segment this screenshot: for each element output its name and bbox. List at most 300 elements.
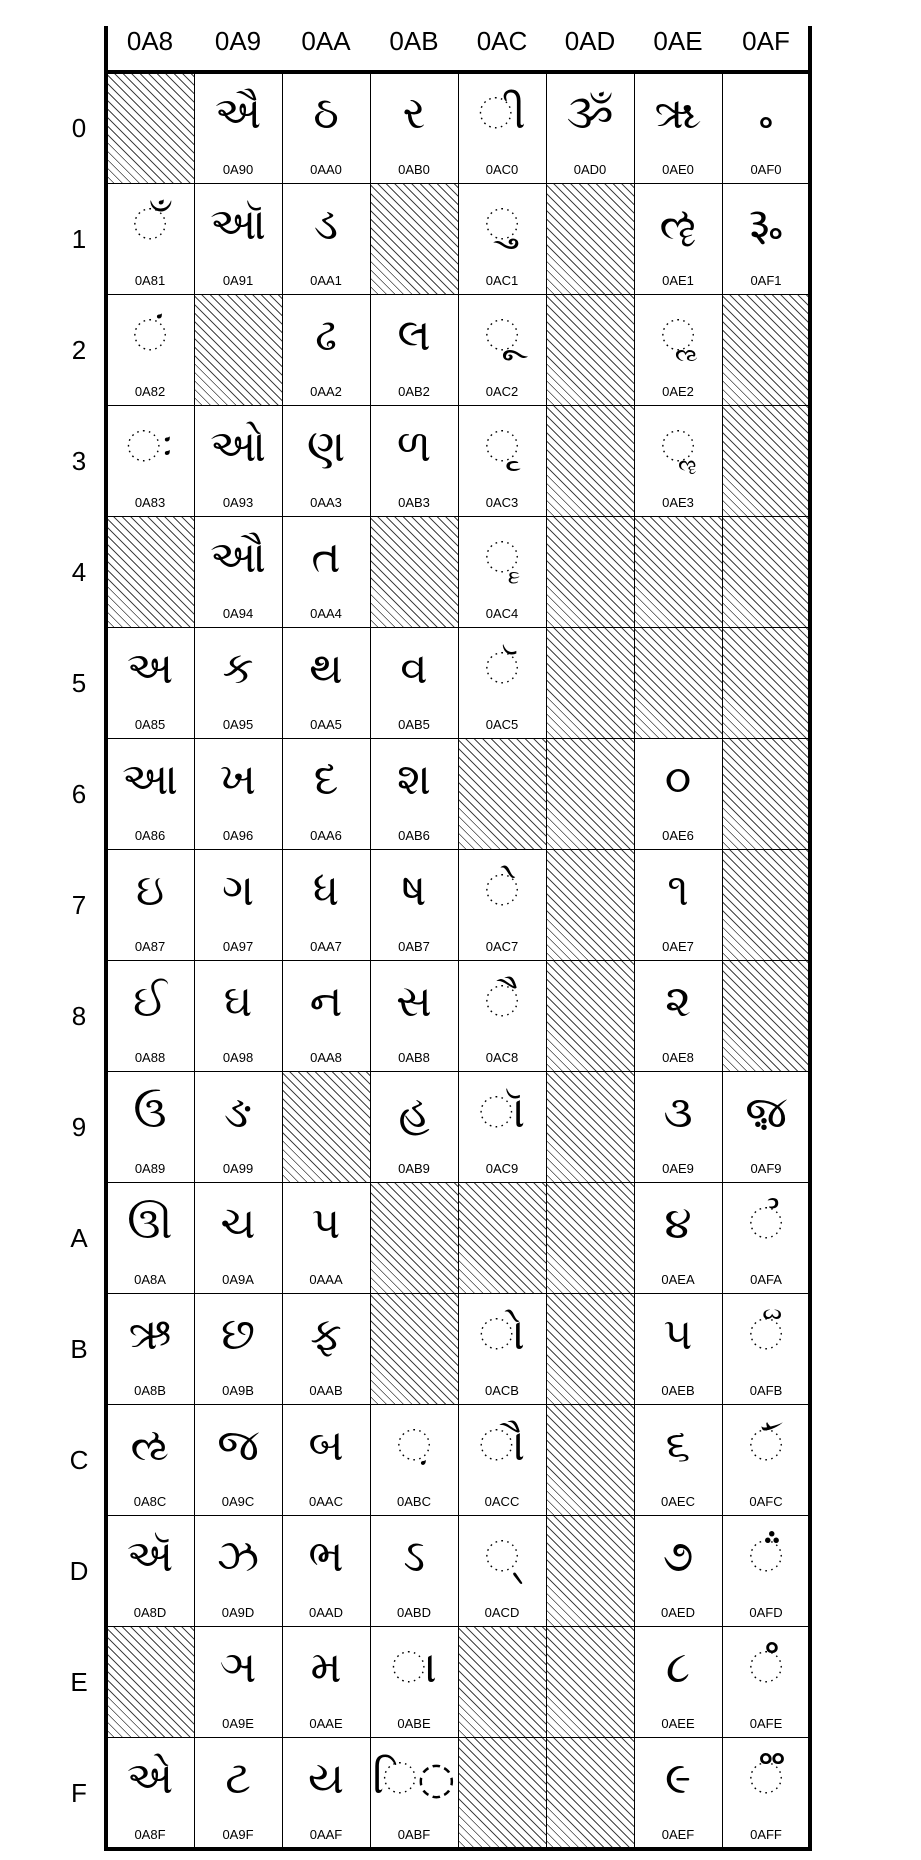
row-header: 9 [71, 1111, 87, 1142]
grid-line [282, 72, 283, 1848]
character-glyph: ગ [221, 865, 255, 916]
unassigned-cell [458, 1737, 546, 1848]
column-header: 0AF [742, 26, 790, 56]
character-glyph: ૱ [748, 199, 784, 250]
code-point-label: 0AC4 [485, 606, 519, 621]
unassigned-cell [722, 849, 810, 960]
unassigned-cell [546, 960, 634, 1071]
row-header: 2 [71, 334, 87, 365]
unassigned-cell [546, 1293, 634, 1404]
unassigned-cell [722, 516, 810, 627]
character-cell [370, 849, 458, 960]
character-cell [634, 183, 722, 294]
character-glyph: ચ [220, 1198, 256, 1249]
unassigned-cell [546, 1071, 634, 1182]
character-cell [634, 72, 722, 183]
code-point-label: 0A88 [134, 1050, 166, 1065]
character-cell [458, 1293, 546, 1404]
character-cell [458, 1515, 546, 1626]
row-header: 1 [71, 223, 87, 254]
code-point-label: 0AA0 [310, 162, 342, 177]
column-header: 0AD [564, 26, 616, 56]
character-glyph: ૡ [659, 199, 697, 250]
character-cell [722, 183, 810, 294]
code-point-label: 0AD0 [573, 162, 607, 177]
character-cell [370, 1404, 458, 1515]
character-glyph: ઓ [210, 421, 266, 472]
character-glyph: ૯ [664, 1753, 692, 1804]
character-glyph: ◌ૄ [484, 532, 520, 583]
column-header: 0A8 [126, 26, 174, 56]
row-header: A [70, 1222, 88, 1253]
character-glyph: ૹ [745, 1087, 787, 1138]
unassigned-cell [546, 738, 634, 849]
character-glyph: ઑ [210, 199, 266, 250]
character-glyph: શ [397, 754, 431, 805]
character-cell [106, 1071, 194, 1182]
code-point-label: 0AB3 [398, 495, 430, 510]
code-point-label: 0AAA [309, 1272, 343, 1287]
character-cell [634, 1182, 722, 1293]
character-cell [370, 627, 458, 738]
character-glyph: ◌ુ [484, 199, 520, 250]
row-header: 6 [71, 778, 87, 809]
unassigned-cell [546, 516, 634, 627]
character-glyph: લ [397, 310, 431, 361]
code-point-label: 0A9D [221, 1605, 255, 1620]
character-glyph: હ [398, 1087, 430, 1138]
character-glyph: ષ [401, 865, 427, 916]
character-cell [106, 1515, 194, 1626]
character-glyph: ◌ૻ [748, 1309, 784, 1360]
character-cell [458, 960, 546, 1071]
grid-line [458, 72, 459, 1848]
character-glyph: ૮ [665, 1642, 691, 1693]
character-glyph: ◌૽ [748, 1531, 784, 1582]
unassigned-cell [546, 1515, 634, 1626]
character-cell [282, 1737, 370, 1848]
character-cell [194, 405, 282, 516]
character-glyph: ખ [219, 754, 257, 805]
character-glyph: ઐ [214, 88, 262, 139]
character-cell [370, 960, 458, 1071]
code-point-label: 0AAB [309, 1383, 343, 1398]
character-cell [634, 1293, 722, 1404]
code-point-label: 0AE9 [662, 1161, 694, 1176]
character-glyph: ◌ૅ [484, 643, 520, 694]
code-point-label: 0AA6 [310, 828, 342, 843]
unassigned-cell [106, 1626, 194, 1737]
column-header: 0AE [653, 26, 703, 56]
unassigned-cell [722, 405, 810, 516]
character-cell [458, 183, 546, 294]
code-point-label: 0AB7 [398, 939, 430, 954]
character-cell [370, 1515, 458, 1626]
code-point-label: 0AB9 [398, 1161, 430, 1176]
character-cell [634, 1515, 722, 1626]
character-cell [194, 627, 282, 738]
unassigned-cell [370, 516, 458, 627]
unassigned-cell [546, 627, 634, 738]
character-cell [282, 72, 370, 183]
grid-line [634, 72, 635, 1848]
character-glyph: ય [307, 1753, 345, 1804]
character-glyph: ◌્ [484, 1531, 520, 1582]
unassigned-cell [370, 1293, 458, 1404]
character-glyph: ૠ [654, 88, 702, 139]
character-cell [106, 1404, 194, 1515]
unassigned-cell [282, 1071, 370, 1182]
code-point-label: 0A9A [222, 1272, 254, 1287]
character-cell [194, 516, 282, 627]
code-point-label: 0AEB [661, 1383, 695, 1398]
code-point-label: 0A9C [221, 1494, 255, 1509]
character-cell [370, 1071, 458, 1182]
character-glyph: પ [311, 1198, 341, 1249]
character-glyph: મ [310, 1642, 342, 1693]
column-header: 0AA [301, 26, 351, 56]
column-header: 0A9 [214, 26, 262, 56]
character-cell [282, 516, 370, 627]
character-glyph: આ [122, 754, 178, 805]
character-cell [282, 1404, 370, 1515]
table-top-border [104, 70, 812, 74]
character-glyph: ઝ [217, 1531, 259, 1582]
character-cell [106, 849, 194, 960]
code-point-label: 0A83 [134, 495, 166, 510]
character-glyph: જ [217, 1420, 259, 1471]
code-point-label: 0AA3 [310, 495, 342, 510]
code-point-label: 0AC3 [485, 495, 519, 510]
grid-line [722, 72, 723, 1848]
code-point-label: 0AE8 [662, 1050, 694, 1065]
character-cell [458, 405, 546, 516]
unassigned-cell [546, 1626, 634, 1737]
character-cell [282, 405, 370, 516]
code-point-label: 0A93 [222, 495, 254, 510]
code-point-label: 0AA1 [310, 273, 342, 288]
unassigned-cell [106, 516, 194, 627]
unassigned-cell [722, 960, 810, 1071]
character-glyph: ઇ [135, 865, 165, 916]
code-point-label: 0A8B [134, 1383, 166, 1398]
character-cell [634, 849, 722, 960]
character-cell [194, 1182, 282, 1293]
character-glyph: ◌ૈ [484, 976, 520, 1027]
character-glyph: ઔ [210, 532, 266, 583]
code-point-label: 0AEA [661, 1272, 695, 1287]
character-glyph: ન [309, 976, 343, 1027]
character-cell [106, 405, 194, 516]
unassigned-cell [722, 738, 810, 849]
character-cell [194, 72, 282, 183]
character-glyph: ◌ૂ [484, 310, 520, 361]
code-point-label: 0AFA [750, 1272, 782, 1287]
code-point-label: 0ACC [484, 1494, 520, 1509]
character-cell [106, 183, 194, 294]
character-glyph: ટ [225, 1753, 251, 1804]
code-point-label: 0AA5 [310, 717, 342, 732]
character-glyph: ૪ [664, 1198, 692, 1249]
character-cell [282, 738, 370, 849]
code-point-label: 0AFD [749, 1605, 783, 1620]
character-cell [106, 960, 194, 1071]
table-right-border [808, 26, 812, 1851]
code-point-label: 0AE2 [662, 384, 694, 399]
character-glyph: એ [126, 1753, 174, 1804]
character-cell [194, 1293, 282, 1404]
code-point-label: 0AEE [661, 1716, 695, 1731]
character-glyph: ◌ે [484, 865, 520, 916]
code-point-label: 0A94 [222, 606, 254, 621]
code-point-label: 0AE6 [662, 828, 694, 843]
grid-line [194, 72, 195, 1848]
character-glyph: ◌ૉ [478, 1087, 526, 1138]
code-point-label: 0AAE [309, 1716, 343, 1731]
code-point-label: 0AA7 [310, 939, 342, 954]
unassigned-cell [546, 405, 634, 516]
character-cell [722, 72, 810, 183]
character-cell [282, 183, 370, 294]
table-left-border [104, 26, 108, 1851]
code-point-label: 0ABE [397, 1716, 431, 1731]
code-point-label: 0A86 [134, 828, 166, 843]
code-point-label: 0AC0 [485, 162, 519, 177]
character-glyph: ર [402, 88, 426, 139]
character-cell [282, 1293, 370, 1404]
code-point-label: 0AC9 [485, 1161, 519, 1176]
character-cell [370, 294, 458, 405]
character-cell [282, 1515, 370, 1626]
code-point-label: 0AB6 [398, 828, 430, 843]
column-header: 0AB [389, 26, 439, 56]
row-header: B [70, 1333, 88, 1364]
character-cell [194, 1515, 282, 1626]
character-glyph: ઌ [130, 1420, 170, 1471]
character-cell [282, 294, 370, 405]
row-header: E [70, 1666, 88, 1697]
character-cell [634, 405, 722, 516]
character-glyph: ◌ં [132, 310, 168, 361]
character-cell [634, 294, 722, 405]
character-glyph: ઢ [315, 310, 337, 361]
grid-line [370, 72, 371, 1848]
character-cell [458, 72, 546, 183]
code-point-label: 0A9B [222, 1383, 254, 1398]
code-point-label: 0A8A [134, 1272, 166, 1287]
table-bottom-border [104, 1847, 812, 1851]
unassigned-cell [458, 1626, 546, 1737]
character-glyph: ૬ [665, 1420, 691, 1471]
character-cell [194, 1071, 282, 1182]
code-point-label: 0AE0 [662, 162, 694, 177]
character-cell [634, 1071, 722, 1182]
code-point-label: 0A8F [134, 1827, 166, 1842]
code-point-label: 0AF0 [750, 162, 782, 177]
character-cell [458, 1404, 546, 1515]
character-cell [194, 849, 282, 960]
row-header: 5 [71, 667, 87, 698]
code-point-label: 0A90 [222, 162, 254, 177]
character-cell [722, 1626, 810, 1737]
code-point-label: 0A91 [222, 273, 254, 288]
character-glyph: સ [396, 976, 432, 1027]
code-point-label: 0AAD [309, 1605, 343, 1620]
character-glyph: ◌ૼ [748, 1420, 784, 1471]
code-point-label: 0AB8 [398, 1050, 430, 1065]
code-point-label: 0AE1 [662, 273, 694, 288]
character-glyph: ◌ી [478, 88, 526, 139]
code-point-label: 0A81 [134, 273, 166, 288]
code-point-label: 0ABC [397, 1494, 431, 1509]
character-cell [722, 1515, 810, 1626]
character-glyph: ઠ [313, 88, 339, 139]
character-glyph: ◌ૃ [484, 421, 520, 472]
character-glyph: ◌૾ [748, 1642, 784, 1693]
code-point-label: 0A85 [134, 717, 166, 732]
code-point-label: 0AA2 [310, 384, 342, 399]
code-point-label: 0AFB [749, 1383, 783, 1398]
character-cell [722, 1071, 810, 1182]
code-point-label: 0AEC [661, 1494, 695, 1509]
character-glyph: ઉ [133, 1087, 167, 1138]
code-point-label: 0ACB [485, 1383, 519, 1398]
character-glyph: ઈ [133, 976, 167, 1027]
character-cell [370, 72, 458, 183]
code-point-label: 0AFE [749, 1716, 783, 1731]
character-cell [282, 849, 370, 960]
character-glyph: ૭ [662, 1531, 694, 1582]
character-glyph: ઘ [223, 976, 253, 1027]
code-point-label: 0AC8 [485, 1050, 519, 1065]
code-point-label: 0A87 [134, 939, 166, 954]
character-cell [370, 1737, 458, 1848]
character-glyph: ◌ૣ [660, 421, 696, 472]
character-cell [194, 738, 282, 849]
row-header: D [69, 1555, 89, 1586]
character-glyph: થ [309, 643, 343, 694]
character-cell [194, 1626, 282, 1737]
unassigned-cell [546, 1404, 634, 1515]
character-cell [194, 960, 282, 1071]
grid-line [546, 72, 547, 1848]
character-cell [458, 294, 546, 405]
column-header: 0AC [476, 26, 528, 56]
character-cell [370, 1626, 458, 1737]
code-point-label: 0AAF [309, 1827, 343, 1842]
unassigned-cell [546, 1737, 634, 1848]
character-cell [458, 1071, 546, 1182]
character-cell [634, 1737, 722, 1848]
unassigned-cell [546, 183, 634, 294]
character-glyph: ૩ [663, 1087, 693, 1138]
unassigned-cell [634, 627, 722, 738]
character-cell [634, 1404, 722, 1515]
code-point-label: 0A97 [222, 939, 254, 954]
character-glyph: ઍ [126, 1531, 174, 1582]
row-header: 7 [71, 889, 87, 920]
character-glyph: ક [222, 643, 254, 694]
character-glyph: ◌ૢ [660, 310, 696, 361]
row-header: C [69, 1444, 89, 1475]
unassigned-cell [370, 1182, 458, 1293]
character-cell [194, 183, 282, 294]
character-glyph: ભ [308, 1531, 344, 1582]
unassigned-cell [546, 294, 634, 405]
character-glyph: ૰ [758, 88, 774, 139]
code-point-label: 0A89 [134, 1161, 166, 1176]
character-glyph: ઞ [219, 1642, 257, 1693]
character-cell [106, 627, 194, 738]
character-glyph: ◌઼ [396, 1420, 432, 1471]
code-point-label: 0A9E [222, 1716, 254, 1731]
character-cell [546, 72, 634, 183]
character-cell [722, 1182, 810, 1293]
unassigned-cell [546, 849, 634, 960]
character-glyph: ફ [310, 1309, 342, 1360]
code-point-label: 0AA4 [310, 606, 342, 621]
row-header: 8 [71, 1000, 87, 1031]
character-glyph: ૦ [664, 754, 692, 805]
character-cell [106, 738, 194, 849]
code-point-label: 0AB5 [398, 717, 430, 732]
code-point-label: 0AB2 [398, 384, 430, 399]
character-glyph: ળ [396, 421, 432, 472]
character-cell [634, 1626, 722, 1737]
character-cell [370, 738, 458, 849]
character-glyph: ધ [312, 865, 340, 916]
character-glyph: દ [313, 754, 339, 805]
character-cell [194, 1737, 282, 1848]
character-glyph: ◌ૺ [748, 1198, 784, 1249]
code-point-label: 0ABF [397, 1827, 431, 1842]
code-point-label: 0AF9 [750, 1161, 782, 1176]
character-glyph: ૧ [667, 865, 689, 916]
character-cell [282, 1626, 370, 1737]
character-glyph: ણ [306, 421, 346, 472]
row-header: 0 [71, 112, 87, 143]
code-point-label: 0AA8 [310, 1050, 342, 1065]
unassigned-cell [546, 1182, 634, 1293]
code-point-label: 0AED [661, 1605, 695, 1620]
character-cell [106, 294, 194, 405]
unassigned-cell [722, 294, 810, 405]
code-point-label: 0A9F [222, 1827, 254, 1842]
character-glyph: વ [400, 643, 428, 694]
character-cell [634, 960, 722, 1071]
code-point-label: 0AE3 [662, 495, 694, 510]
unassigned-cell [634, 516, 722, 627]
character-glyph: ◌ઃ [126, 421, 174, 472]
unassigned-cell [722, 627, 810, 738]
code-point-label: 0AC2 [485, 384, 519, 399]
row-header: 4 [71, 556, 87, 587]
character-cell [106, 1182, 194, 1293]
code-point-label: 0AFF [750, 1827, 782, 1842]
character-glyph: ઋ [128, 1309, 172, 1360]
character-glyph: ઙ [223, 1087, 253, 1138]
character-cell [722, 1293, 810, 1404]
character-glyph: ૐ [566, 88, 614, 139]
character-glyph: ઊ [127, 1198, 173, 1249]
character-glyph: ◌ઁ [132, 199, 168, 250]
character-glyph: ૨ [665, 976, 691, 1027]
code-point-label: 0A99 [222, 1161, 254, 1176]
code-point-label: 0ACD [484, 1605, 520, 1620]
character-glyph: ◌ૌ [478, 1420, 526, 1471]
code-point-label: 0AFC [749, 1494, 783, 1509]
character-cell [106, 1737, 194, 1848]
